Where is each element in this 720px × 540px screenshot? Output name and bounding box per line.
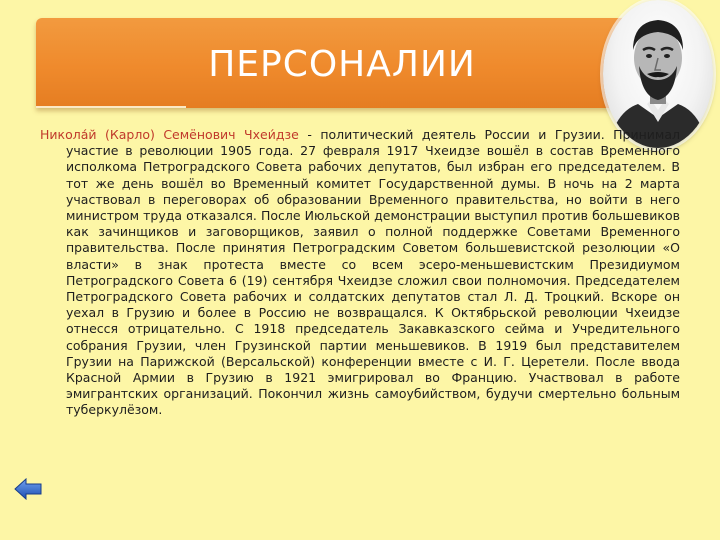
- page-title: ПЕРСОНАЛИИ: [208, 44, 476, 85]
- back-button[interactable]: [14, 478, 42, 500]
- portrait-photo: [603, 0, 713, 148]
- biography-body: - политический деятель России и Грузии. Принимал участие в революции 1905 года. 27 февраля 1917 Чхеидзе вошёл в состав Временного исполкома Петроградского Совета рабочих депутатов, был избран его председателем. В тот же день вошёл во Временный комитет Государственной думы. В ночь на 2 марта участвовал в переговорах об образовании Временного правительства, но войти в него министром труда отказался. После Июльской демонстрации выступил против большевиков как зачинщиков и заговорщиков, заявил о полной поддержке Советами Временного правительства. После принятия Петроградским Советом большевистской резолюции «О власти» в знак протеста вместе со всем эсеро-меньшевистским Президиумом Петроградского Совета 6 (19) сентября Чхеидзе сложил свои полномочия. Председателем Петроградского Совета рабочих и солдатских депутатов стал Л. Д. Троцкий. Вскоре он уехал в Грузию и более в Россию не возвращался. К Октябрьской революции Чхеидзе отнесся отрицательно. С 1918 председатель Закавказского сейма и Учредительного собрания Грузии, член Грузинской партии меньшевиков. В 1919 был представителем Грузии на Парижской (Версальской) конференции вместе с И. Г. Церетели. После ввода Красной Армии в Грузию в 1921 эмигрировал во Францию. Участвовал в работе эмигрантских организаций. Покончил жизнь самоубийством, будучи смертельно больным туберкулёзом.: [66, 127, 680, 418]
- person-name: Никола́й (Карло) Семёнович Чхеи́дзе: [40, 127, 299, 142]
- title-underline: [36, 106, 186, 108]
- biography-text: [40, 127, 680, 419]
- back-arrow-icon: [14, 478, 42, 500]
- portrait-drawing: [603, 0, 713, 148]
- biography-paragraph: [40, 127, 680, 419]
- title-banner: [36, 18, 648, 108]
